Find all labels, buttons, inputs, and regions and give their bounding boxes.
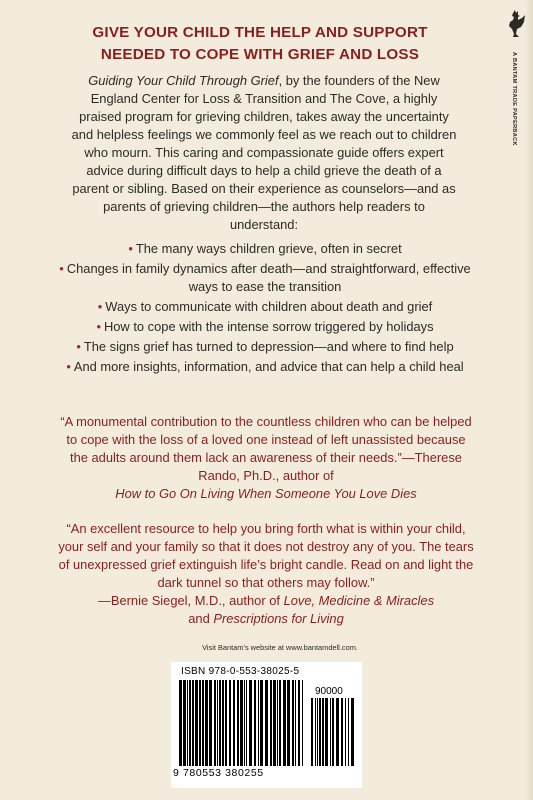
barcode-bar [270, 680, 272, 766]
barcode-bar [183, 680, 186, 766]
intro-paragraph [68, 72, 460, 234]
barcode-bar [237, 680, 239, 766]
list-item [56, 318, 474, 336]
barcode-bar [322, 698, 324, 766]
barcode-bar [254, 680, 256, 766]
barcode-bar [229, 680, 231, 766]
barcode-bar [279, 680, 281, 766]
rooster-icon [504, 10, 526, 40]
barcode-bar [317, 698, 318, 766]
bullet-dot: • [76, 339, 81, 354]
bullet-text: And more insights, information, and advice that can help a child heal [73, 359, 464, 374]
barcode-bar [189, 680, 191, 766]
list-item [56, 358, 474, 376]
list-item [56, 260, 474, 296]
bullet-text: How to cope with the intense sorrow triggered by holidays [103, 319, 434, 334]
quote-book-title: How to Go On Living When Someone You Love Dies [115, 486, 417, 501]
headline [60, 22, 460, 66]
barcode-bar [249, 680, 252, 766]
bullet-text: Ways to communicate with children about death and grief [105, 299, 433, 314]
barcode-bar [295, 680, 296, 766]
barcode-bar [199, 680, 201, 766]
barcode-bar [273, 680, 276, 766]
barcode-bar [187, 680, 188, 766]
barcode-bar [292, 680, 294, 766]
barcode-bar [298, 680, 300, 766]
list-item [56, 338, 474, 356]
barcode-bar [302, 680, 303, 766]
barcode-bar [336, 698, 339, 766]
bullet-text: Changes in family dynamics after death—and straightforward, effective ways to ease the transition [66, 261, 471, 294]
headline-line-1: GIVE YOUR CHILD THE HELP AND SUPPORT [92, 24, 428, 41]
bullet-dot: • [59, 261, 64, 276]
endorsement-quote-rando [56, 413, 476, 503]
intro-body: , by the founders of the New England Center for Loss & Transition and The Cove, a highly praised program for grieving children, takes away the uncertainty and helpless feelings we commonly feel as we reach out to children who mourn. This caring and compassionate guide offers expert advice during difficult days to help a child grieve the death of a parent or sibling. Based on their experience as counselors—and as parents of grieving children—the authors help readers to understand: [71, 73, 457, 232]
bullet-dot: • [97, 299, 103, 314]
barcode-bar [192, 680, 194, 766]
barcode-bar [287, 680, 290, 766]
barcode-bar [341, 698, 343, 766]
quote-and: and [188, 611, 210, 626]
barcode-bar [214, 680, 216, 766]
barcode-bar [240, 680, 243, 766]
barcode-bar [332, 698, 334, 766]
barcode-bar [265, 680, 268, 766]
barcode-number: 9 780553 380255 [173, 767, 264, 779]
website-note: Visit Bantam’s website at www.bantamdell.com. [202, 643, 358, 652]
barcode-bar [219, 680, 221, 766]
barcode-bar [315, 698, 316, 766]
barcode-bar [348, 698, 349, 766]
barcode-bar [244, 680, 245, 766]
bullet-dot: • [96, 319, 101, 334]
barcode-bar [233, 680, 235, 766]
barcode-bar [311, 698, 313, 766]
bullet-dot: • [66, 359, 71, 374]
barcode-bar [205, 680, 208, 766]
barcode-bar [258, 680, 259, 766]
barcode-bar [283, 680, 286, 766]
publisher-spine-mark [500, 10, 530, 280]
quote-attribution: —Bernie Siegel, M.D., author of [97, 593, 280, 608]
bullet-list [56, 240, 474, 378]
bullet-dot: • [128, 241, 133, 256]
price-barcode [311, 698, 355, 766]
spine-label: A BANTAM TRADE PAPERBACK [511, 52, 517, 146]
ean-barcode [179, 680, 305, 766]
bullet-text: The signs grief has turned to depression—and where to find help [83, 339, 454, 354]
barcode-bar [277, 680, 278, 766]
barcode-bar [179, 680, 182, 766]
quote-book-title: Prescriptions for Living [213, 611, 344, 626]
barcode-bar [246, 680, 247, 766]
barcode-block [171, 662, 362, 788]
barcode-bar [209, 680, 212, 766]
endorsement-quote-siegel [56, 520, 476, 628]
list-item [56, 240, 474, 258]
barcode-bar [202, 680, 204, 766]
barcode-bar [325, 698, 328, 766]
barcode-bar [330, 698, 331, 766]
barcode-bar [225, 680, 227, 766]
barcode-bar [222, 680, 224, 766]
quote-text: “An excellent resource to help you bring forth what is within your child, your self and your family so that it does not destroy any of you. The tears of unexpressed grief extinguish life’s bright candle. Read on and light the dark tunnel so that others may follow.” [58, 521, 474, 590]
barcode-bar [345, 698, 346, 766]
isbn-label: ISBN 978-0-553-38025-5 [181, 666, 300, 677]
barcode-bar [260, 680, 263, 766]
price-code-label: 90000 [315, 686, 343, 697]
barcode-bar [351, 698, 354, 766]
bullet-text: The many ways children grieve, often in secret [135, 241, 402, 256]
headline-line-2: NEEDED TO COPE WITH GRIEF AND LOSS [100, 46, 420, 63]
intro-book-title: Guiding Your Child Through Grief [88, 73, 279, 88]
barcode-bar [217, 680, 218, 766]
barcode-bar [319, 698, 321, 766]
quote-text: “A monumental contribution to the countless children who can be helped to cope with the loss of a loved one instead of left unassisted because the adults around them lack an awareness of their needs.”—Therese Rando, Ph.D., author of [60, 414, 472, 483]
quote-book-title: Love, Medicine & Miracles [283, 593, 435, 608]
list-item [56, 298, 474, 316]
barcode-bar [195, 680, 198, 766]
